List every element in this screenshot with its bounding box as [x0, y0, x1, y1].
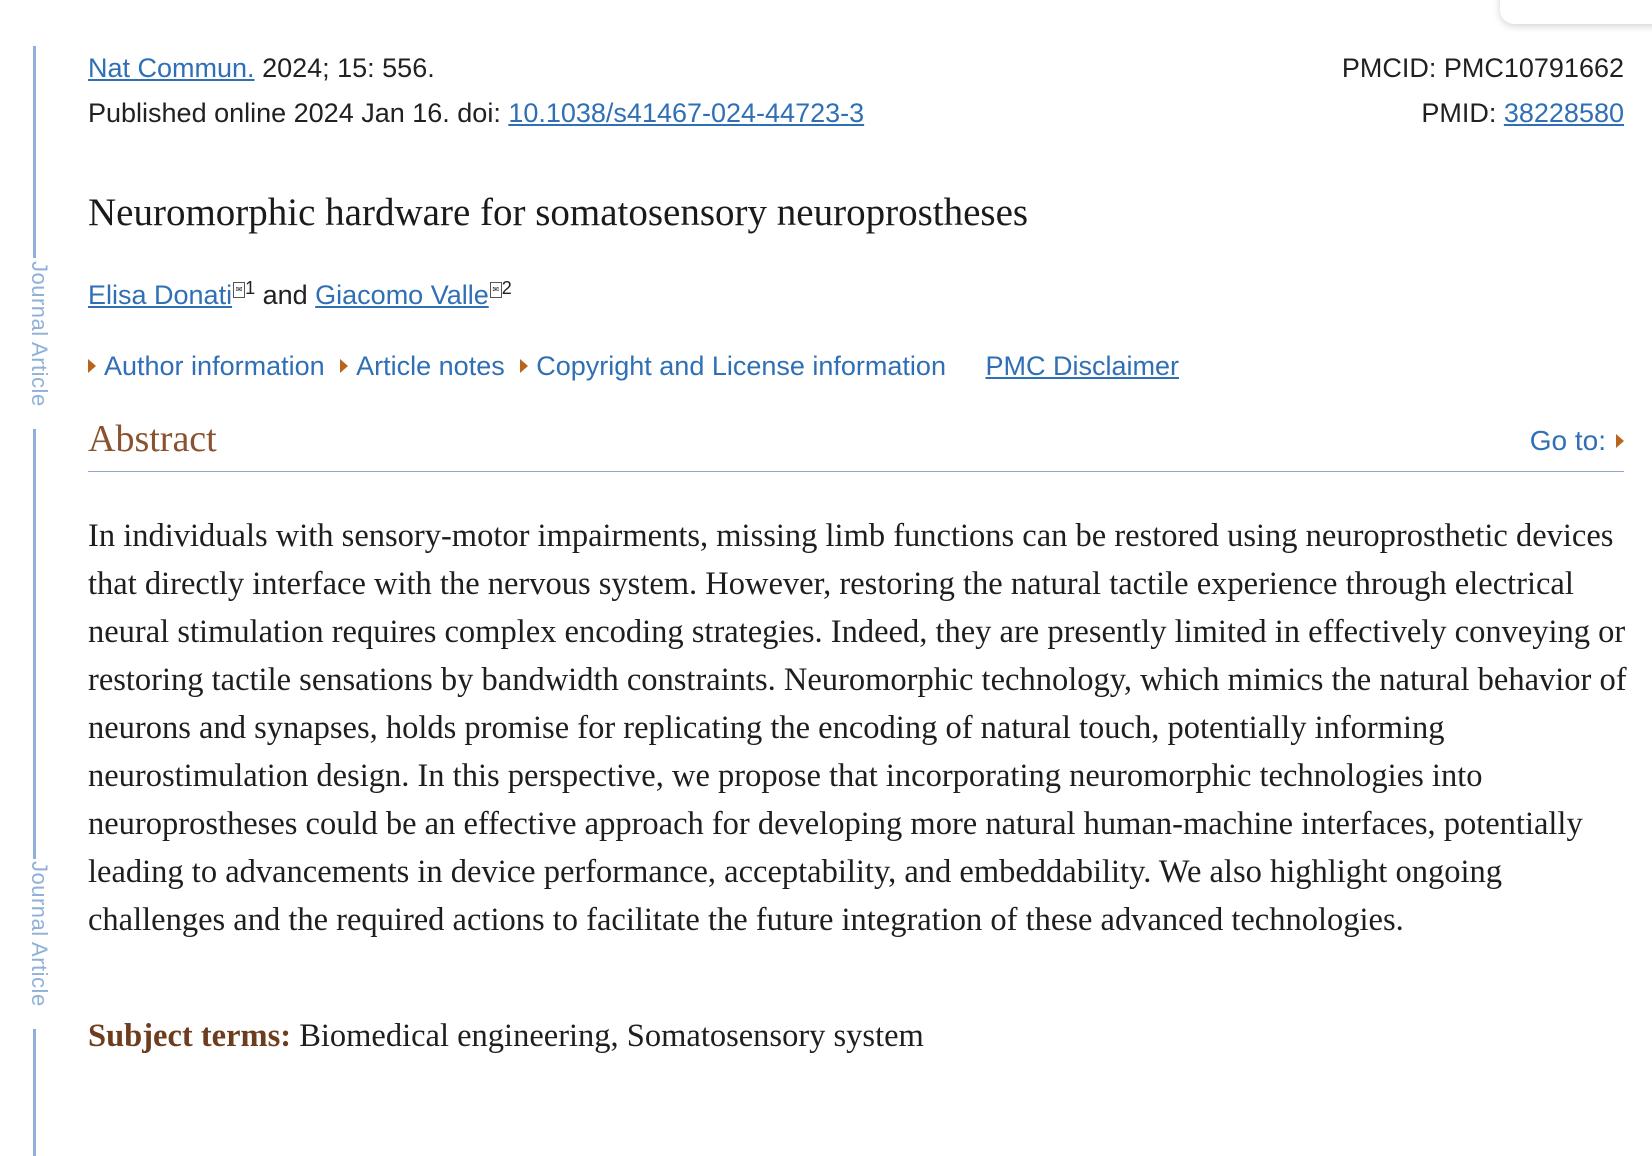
citation-journal-line [88, 50, 435, 86]
toggle-label: Article notes [356, 351, 505, 381]
pmid-link[interactable]: 38228580 [1503, 98, 1624, 128]
pmid-label: PMID: [1421, 98, 1504, 128]
toggle-label: Copyright and License information [536, 351, 946, 381]
subject-terms [88, 1012, 924, 1060]
citation-details: 2024; 15: 556. [254, 53, 435, 83]
email-icon[interactable]: ✉ [233, 282, 245, 298]
author-list [88, 270, 512, 313]
pmcid: PMCID: PMC10791662 [1341, 53, 1624, 83]
expand-triangle-icon [88, 359, 96, 373]
goto-menu[interactable] [1530, 423, 1624, 459]
subject-terms-values: Biomedical engineering, Somatosensory system [291, 1018, 924, 1054]
article-notes-toggle[interactable] [340, 348, 505, 384]
abstract-section-header [88, 415, 1624, 472]
rail-line-segment [33, 46, 36, 258]
published-line [88, 95, 864, 131]
journal-link[interactable]: Nat Commun. [88, 53, 255, 83]
article-info-toggles [88, 348, 1179, 384]
pmc-disclaimer-link[interactable]: PMC Disclaimer [985, 351, 1179, 381]
published-row [88, 95, 1624, 131]
affiliation-sup: 1 [245, 278, 256, 298]
expand-triangle-icon [520, 359, 528, 373]
email-icon[interactable]: ✉ [490, 282, 502, 298]
pmid-line [1421, 95, 1624, 131]
rail-line-segment [33, 429, 36, 859]
published-prefix: Published online 2024 Jan 16. doi: [88, 98, 509, 128]
author-link-valle[interactable]: Giacomo Valle [315, 280, 489, 310]
doi-link[interactable]: 10.1038/s41467-024-44723-3 [508, 98, 865, 128]
rail-label-journal-article: Journal Article [27, 861, 52, 1007]
goto-label: Go to: [1529, 425, 1606, 456]
affiliation-sup: 2 [501, 278, 512, 298]
author-link-donati[interactable]: Elisa Donati [88, 280, 233, 310]
expand-triangle-icon [340, 359, 348, 373]
citation-row [88, 50, 1624, 86]
article-title: Neuromorphic hardware for somatosensory neuroprostheses [88, 191, 1029, 234]
rail-label-journal-article: Journal Article [27, 261, 52, 407]
goto-triangle-icon [1616, 434, 1624, 448]
toggle-label: Author information [104, 351, 325, 381]
abstract-heading: Abstract [88, 418, 217, 460]
subject-terms-label: Subject terms: [88, 1018, 292, 1054]
author-information-toggle[interactable] [88, 348, 325, 384]
rail-line-segment [33, 1029, 36, 1156]
floating-card-corner [1500, 0, 1652, 24]
abstract-text: In individuals with sensory-motor impairments, missing limb functions can be restored using neuroprosthetic devices that directly interface with the nervous system. However, restoring the natural tactile experience through electrical neural stimulation requires complex encoding strategies. Indeed, they are presently limited in effectively conveying or restoring tactile sensations by bandwidth constraints. Neuromorphic technology, which mimics the natural behavior of neurons and synapses, holds promise for replicating the encoding of natural touch, potentially informing neurostimulation design. In this perspective, we propose that incorporating neuromorphic technologies into neuroprostheses could be an effective approach for developing more natural human-machine interfaces, potentially leading to advancements in device performance, acceptability, and embeddability. We also highlight ongoing challenges and the required actions to facilitate the future integration of these advanced technologies. [88, 518, 1627, 938]
left-rail [27, 46, 54, 1156]
author-joiner: and [255, 280, 316, 310]
copyright-toggle[interactable] [520, 348, 946, 384]
